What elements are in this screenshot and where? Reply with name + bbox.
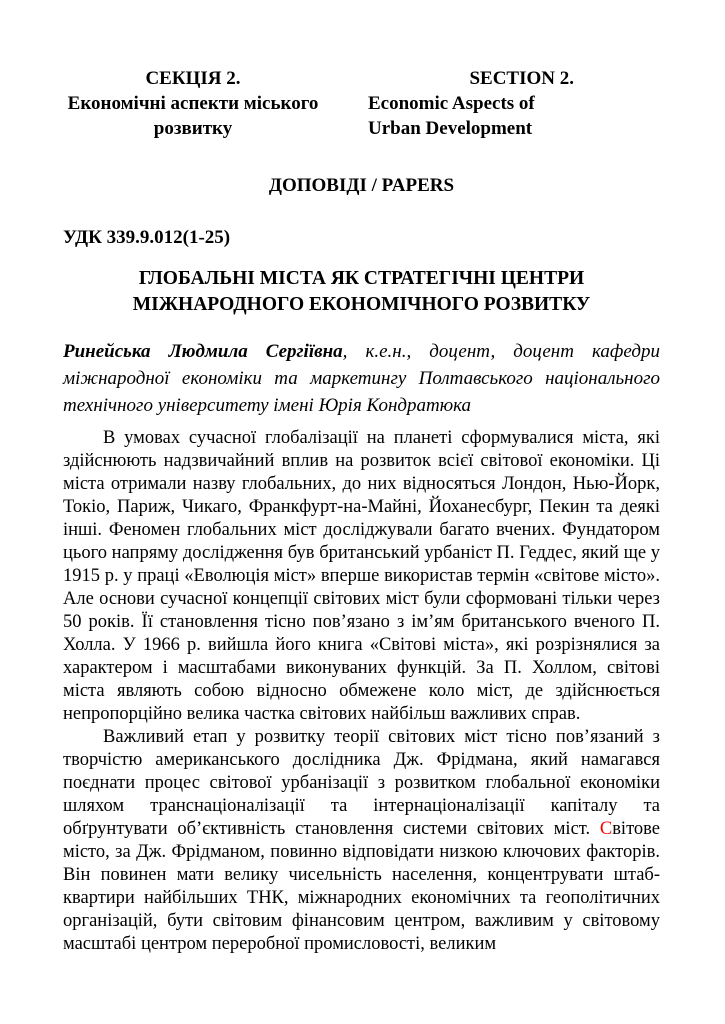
papers-heading: ДОПОВІДІ / PAPERS [268, 175, 455, 196]
paragraph-1: В умовах сучасної глобалізації на планеті сформувалися міста, які здійснюють надзвичайний вплив на розвиток всієї світової економіки. Ці міста отримали назву глобальних, до них відносяться Лондон, Нью-Йорк, Токіо, Париж, Чикаго, Франкфурт-на-Майні, Йоханесбург, Пекин та деякі інші. Феномен глобальних міст досліджували багато вчених. Фундатором цього напряму дослідження був британський урбаніст П. Геддес, який ще у 1915 р. у праці «Еволюція міст» вперше використав термін «світове місто». Але основи сучасної концепції світових міст були сформовані тільки через 50 років. Її становлення тісно пов’язано з ім’ям британського вченого П. Холла. У 1966 р. вийшла його книга «Світові міста», які розрізнялися за характером і масштабами виконуваних функцій. За П. Холлом, світові міста являють собою відносно обмежене коло міст, де здійснюється непропорційно велика частка світових найбільш важливих справ. [63, 428, 660, 724]
section-title-en: Economic Aspects of Urban Development [368, 93, 535, 139]
section-title-uk: Економічні аспекти міського розвитку [67, 93, 319, 139]
section-number-en: SECTION 2. [469, 68, 574, 89]
author-block [63, 338, 660, 419]
author-affiliation: , к.е.н., доцент, доцент кафедри міжнародної економіки та маркетингу Полтавського національного технічного університету імені Юрія Кондратюка [63, 341, 660, 416]
paragraph-2-red-letter: С [599, 819, 613, 839]
paragraph-2-text-cont: вітове місто, за Дж. Фрідманом, повинно відповідати низкою ключових факторів. Він повинен мати велику чисельність населення, концентрувати штаб-квартири найбільших ТНК, міжнародних економічних та геополітичних організацій, бути світовим фінансовим центром, важливим у світовому масштабі центром переробної промисловості, великим [63, 819, 660, 954]
author-name: Ринейська Людмила Сергіївна [63, 341, 343, 362]
section-header [63, 66, 660, 141]
article-title: ГЛОБАЛЬНІ МІСТА ЯК СТРАТЕГІЧНІ ЦЕНТРИ МІЖНАРОДНОГО ЕКОНОМІЧНОГО РОЗВИТКУ [132, 268, 591, 315]
udc-code: УДК 339.9.012(1-25) [63, 227, 231, 248]
paragraph-2-text: Важливий етап у розвитку теорії світових міст тісно пов’язаний з творчістю американського дослідника Дж. Фрідмана, який намагався поєднати процес світової урбанізації з розвитком глобальної економіки шляхом транснаціоналізації та інтернаціоналізації капіталу та обґрунтувати об’єктивність становлення системи світових міст. [63, 727, 660, 839]
section-number-uk: СЕКЦІЯ 2. [145, 68, 241, 89]
paragraph-2 [63, 726, 660, 956]
section-header-ukrainian [63, 66, 323, 141]
section-header-english [368, 66, 588, 141]
